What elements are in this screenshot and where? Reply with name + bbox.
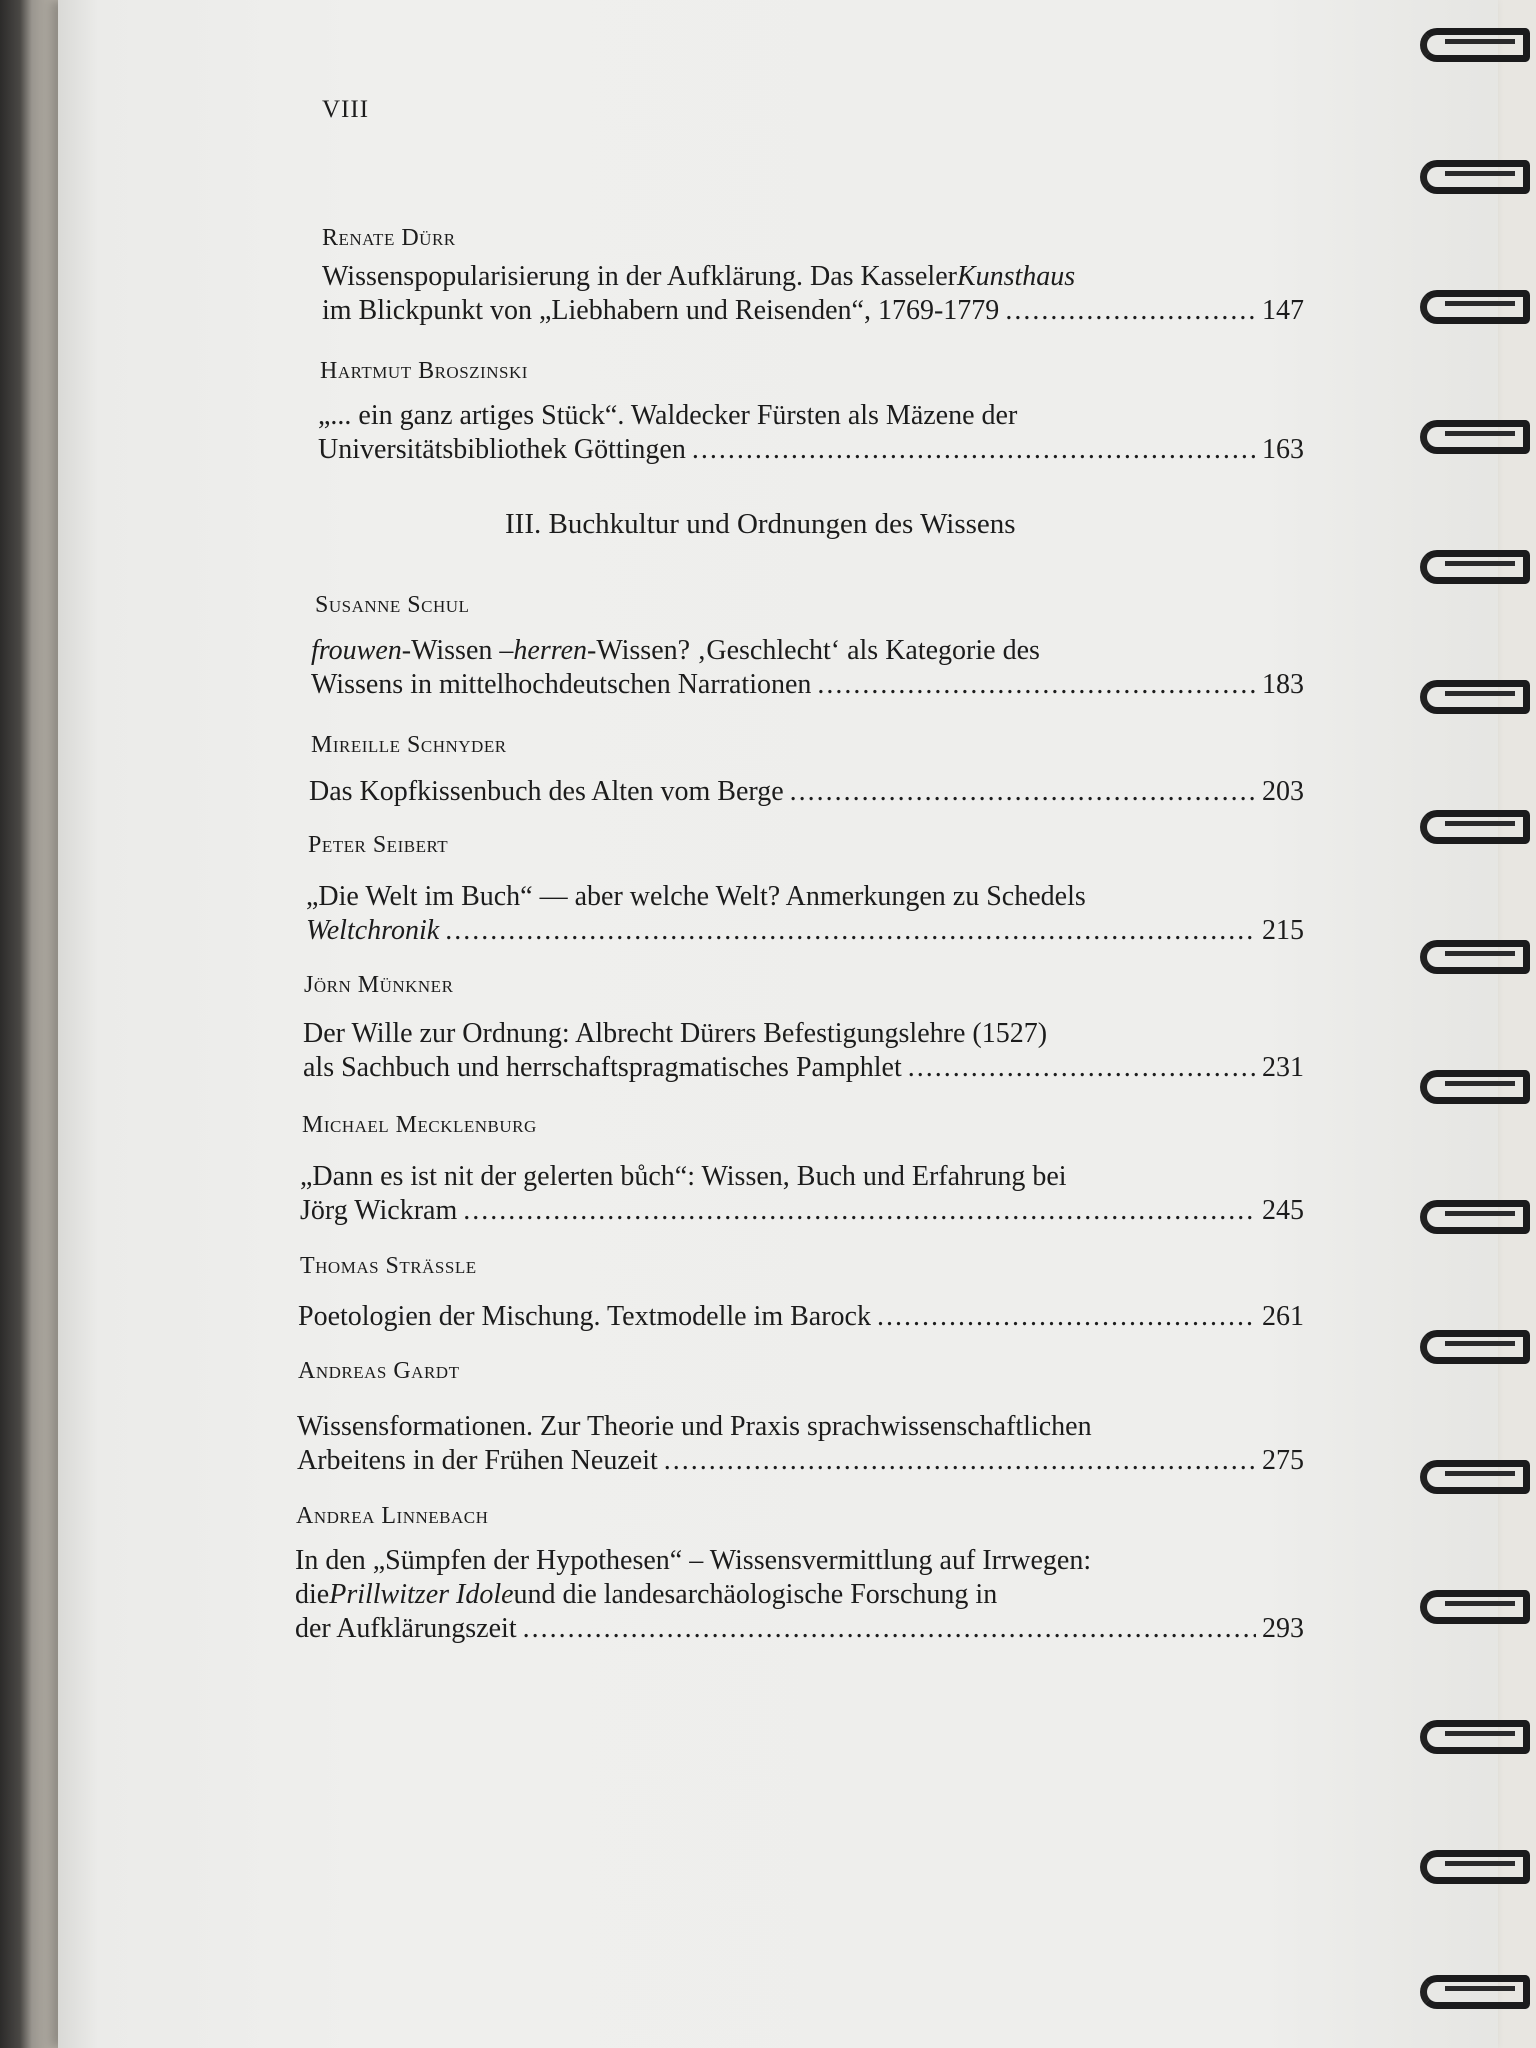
toc-author: Andreas Gardt (298, 1358, 460, 1384)
toc-author: Susanne Schul (315, 592, 470, 618)
toc-author: Renate Dürr (322, 225, 456, 251)
toc-author: Jörn Münkner (304, 972, 454, 998)
toc-entry-title: „Dann es ist nit der gelerten bůch“: Wissen, Buch und Erfahrung bei Jörg Wickram ..... 245 (300, 1160, 1304, 1228)
section-heading: III. Buchkultur und Ordnungen des Wissens (505, 508, 1016, 540)
toc-entry-title: In den „Sümpfen der Hypothesen“ – Wissensvermittlung auf Irrwegen: die Prillwitzer Idole und die landesarchäologische Forschung in der Aufklärungszeit ..... 293 (295, 1544, 1304, 1646)
toc-author: Hartmut Broszinski (320, 358, 528, 384)
toc-entry-title: Wissensformationen. Zur Theorie und Praxis sprachwissenschaftlichen Arbeitens in der Frühen Neuzeit ..... 275 (297, 1410, 1304, 1478)
toc-page: 293 (1262, 1613, 1304, 1644)
toc-author: Mireille Schnyder (311, 732, 507, 758)
toc-page: 245 (1262, 1195, 1304, 1226)
page-number: VIII (322, 96, 370, 123)
toc-page: 215 (1262, 915, 1304, 946)
toc-page: 261 (1262, 1301, 1304, 1332)
toc-author: Peter Seibert (308, 832, 449, 858)
toc-page: 231 (1262, 1052, 1304, 1083)
toc-page: 163 (1262, 434, 1304, 465)
toc-entry-title: Poetologien der Mischung. Textmodelle im Barock ..... 261 (298, 1300, 1304, 1334)
toc-page: 203 (1262, 776, 1304, 807)
toc-entry-title: Das Kopfkissenbuch des Alten vom Berge ..... 203 (309, 775, 1304, 809)
toc-page: 275 (1262, 1445, 1304, 1476)
toc-author: Michael Mecklenburg (302, 1112, 537, 1138)
toc-author: Andrea Linnebach (296, 1503, 489, 1529)
toc-author: Thomas Strässle (300, 1253, 477, 1279)
toc-entry-title: „... ein ganz artiges Stück“. Waldecker Fürsten als Mäzene der Universitätsbibliothek Göttingen ..... 163 (318, 399, 1304, 467)
toc-page: 183 (1262, 669, 1304, 700)
toc-entry-title: Der Wille zur Ordnung: Albrecht Dürers Befestigungslehre (1527) als Sachbuch und herrschaftspragmatisches Pamphlet ..... 231 (303, 1017, 1304, 1085)
toc-entry-title: frouwen -Wissen – herren -Wissen? ‚Geschlecht‘ als Kategorie des Wissens in mittelhochdeutschen Narrationen ..... 183 (311, 634, 1304, 702)
toc-page: 147 (1262, 295, 1304, 326)
toc-entry-title: Wissenspopularisierung in der Aufklärung. Das Kasseler Kunsthaus im Blickpunkt von „Liebhabern und Reisenden“, 1769-1779 ..... 147 (322, 260, 1304, 328)
toc-entry-title: „Die Welt im Buch“ — aber welche Welt? Anmerkungen zu Schedels Weltchronik ..... 215 (306, 880, 1304, 948)
